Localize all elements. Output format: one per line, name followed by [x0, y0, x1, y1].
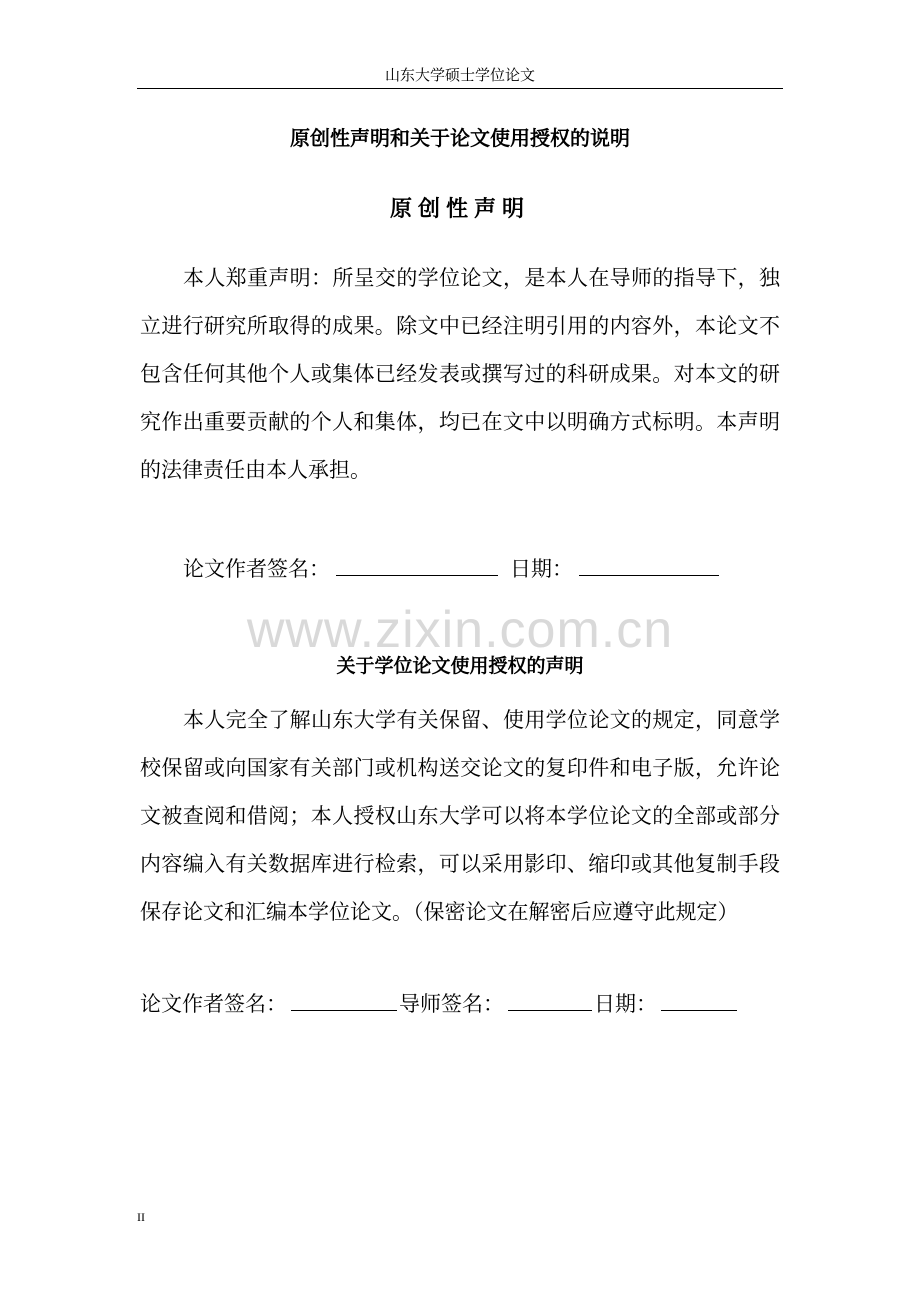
authorization-signature-row — [140, 988, 737, 1018]
author-signature-field[interactable] — [336, 557, 498, 576]
paragraph-line: 立进行研究所取得的成果。除文中已经注明引用的内容外，本论文不 — [140, 314, 780, 338]
authorization-paragraph — [140, 696, 780, 936]
header-rule — [137, 88, 783, 89]
page-title: 原创性声明和关于论文使用授权的说明 — [290, 128, 630, 150]
authorization-heading: 关于学位论文使用授权的声明 — [336, 656, 584, 677]
watermark: www.zixin.com.cn — [246, 601, 674, 659]
paragraph-line: 本人郑重声明：所呈交的学位论文，是本人在导师的指导下，独 — [183, 266, 780, 290]
paragraph-line: 校保留或向国家有关部门或机构送交论文的复印件和电子版，允许论 — [140, 756, 780, 780]
paragraph-line: 本人完全了解山东大学有关保留、使用学位论文的规定，同意学 — [183, 708, 780, 732]
paragraph-line: 究作出重要贡献的个人和集体，均已在文中以明确方式标明。本声明 — [140, 410, 780, 434]
originality-signature-row — [183, 553, 725, 583]
date-label: 日期： — [594, 992, 657, 1016]
advisor-signature-field[interactable] — [508, 992, 592, 1011]
date-field[interactable] — [579, 557, 719, 576]
paragraph-line: 包含任何其他个人或集体已经发表或撰写过的科研成果。对本文的研 — [140, 362, 780, 386]
paragraph-line: 内容编入有关数据库进行检索，可以采用影印、缩印或其他复制手段 — [140, 852, 780, 876]
originality-paragraph — [140, 254, 780, 494]
paragraph-line: 的法律责任由本人承担。 — [140, 458, 371, 482]
date-field[interactable] — [661, 992, 737, 1011]
page-number: II — [137, 1210, 145, 1224]
running-header: 山东大学硕士学位论文 — [384, 68, 535, 84]
paragraph-line: 保存论文和汇编本学位论文。（保密论文在解密后应遵守此规定） — [140, 900, 739, 924]
author-signature-field[interactable] — [291, 992, 397, 1011]
author-signature-label: 论文作者签名： — [140, 992, 287, 1016]
advisor-signature-label: 导师签名： — [399, 992, 504, 1016]
paragraph-line: 文被查阅和借阅；本人授权山东大学可以将本学位论文的全部或部分 — [140, 804, 780, 828]
author-signature-label: 论文作者签名： — [183, 557, 330, 581]
date-label: 日期： — [510, 557, 573, 581]
originality-heading: 原创性声明 — [389, 196, 530, 221]
